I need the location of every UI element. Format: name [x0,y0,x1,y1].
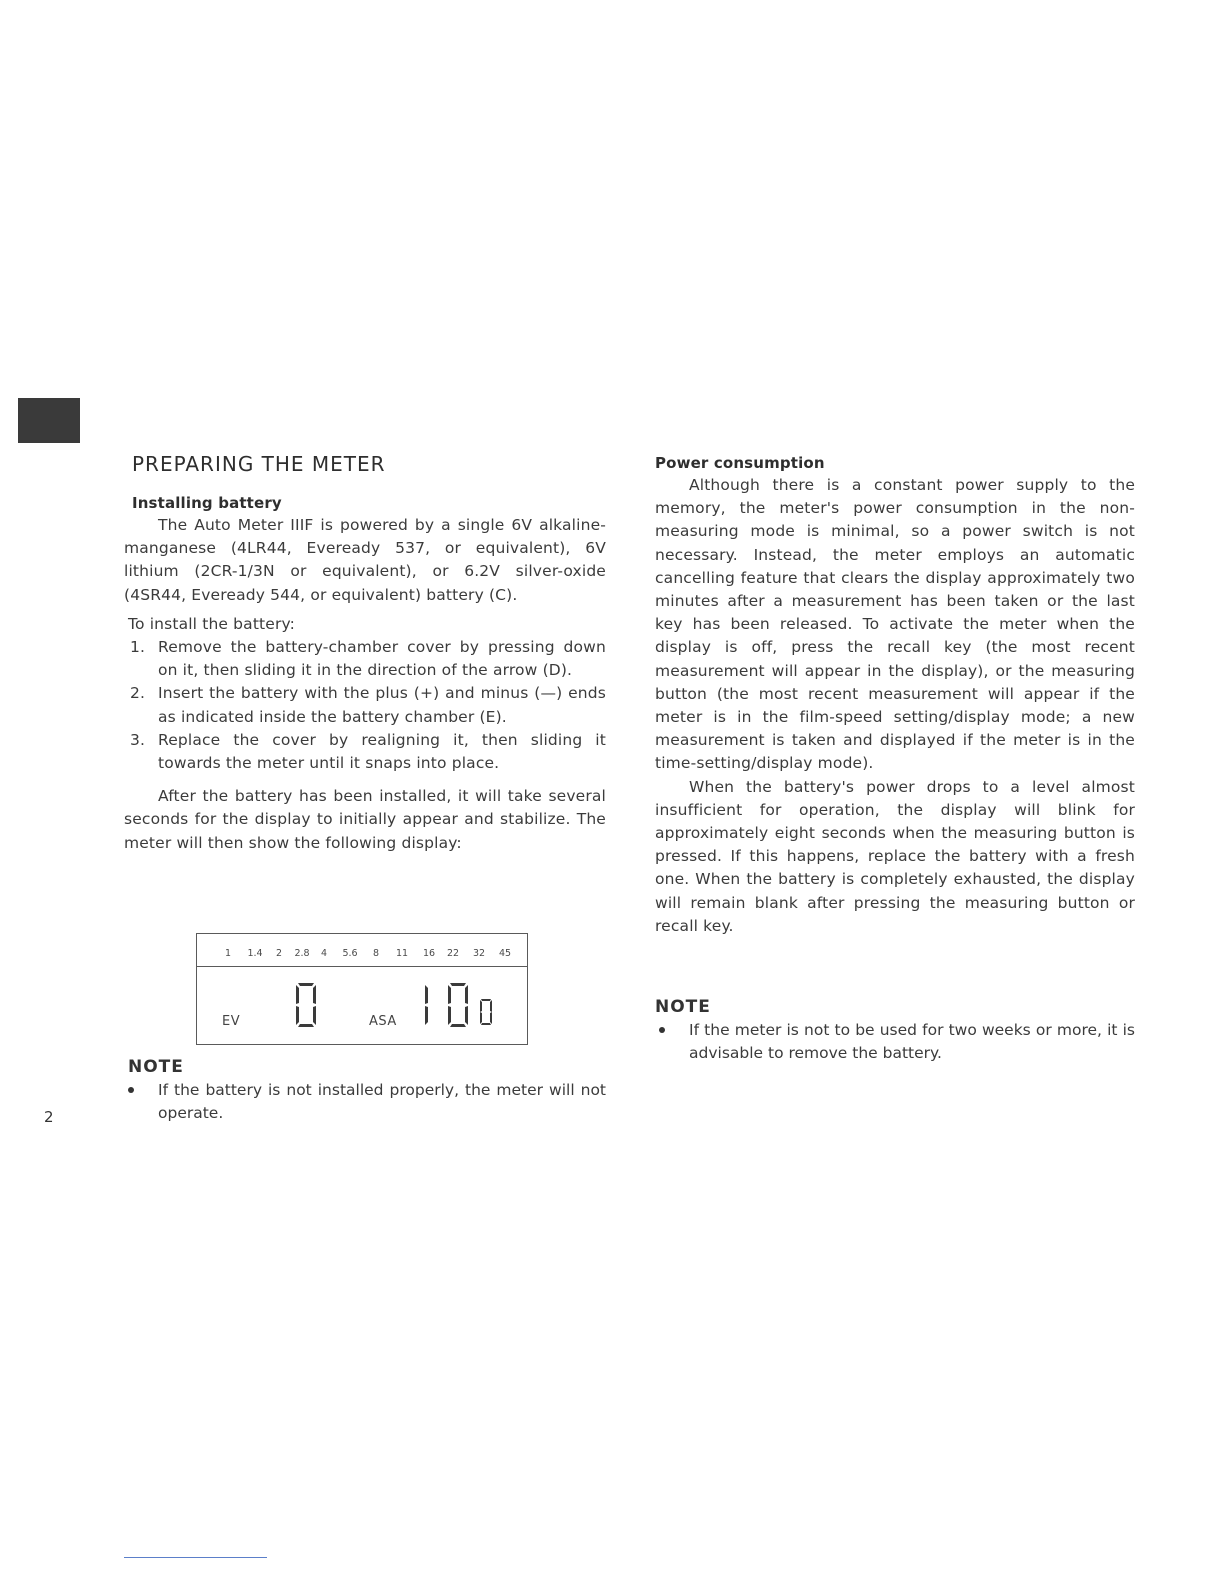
asa-value-digit-3 [479,998,493,1026]
scale-mark: 4 [320,948,328,959]
asa-value-digit-1 [421,982,429,1028]
right-note [655,995,1135,1065]
scale-mark: 1.4 [247,948,263,959]
asa-value-digit-2 [447,982,469,1028]
note-text: If the meter is not to be used for two weeks or more, it is advisable to remove the battery. [689,1021,1135,1063]
install-steps-list [124,636,606,775]
scale-mark: 22 [446,948,460,959]
ev-value-digit [295,982,317,1028]
scale-mark: 5.6 [342,948,358,959]
installing-battery-heading: Installing battery [132,494,282,512]
install-lead-text: To install the battery: [128,614,296,633]
bullet-icon [659,1027,665,1033]
step-number: 3. [130,730,146,749]
note-heading: NOTE [655,997,711,1017]
step-number: 2. [130,684,146,703]
scale-mark: 16 [422,948,436,959]
power-consumption-heading: Power consumption [655,454,825,472]
scale-mark: 1 [224,948,232,959]
note-item [655,1019,1135,1065]
after-install-paragraph: After the battery has been installed, it will take several seconds for the display to initially appear and stabilize. The meter will then show the following display: [124,787,606,852]
right-column [655,452,1135,938]
left-column [124,450,606,855]
battery-intro-paragraph: The Auto Meter IIIF is powered by a single 6V alkaline-manganese (4LR44, Eveready 537, or equivalent), 6V lithium (2CR-1/3N or equivalent), or 6.2V silver-oxide (4SR44, Eveready 544, or equivalent) battery (C). [124,516,606,604]
step-text: Replace the cover by realigning it, then sliding it towards the meter until it snaps into place. [158,730,606,773]
footer-rule [124,1557,267,1558]
scale-mark: 45 [498,948,512,959]
scale-mark: 8 [372,948,380,959]
scale-mark: 2 [275,948,283,959]
power-paragraph-2: When the battery's power drops to a level almost insufficient for operation, the display will blink for approximately eight seconds when the measuring button is pressed. If this happens, replace the battery with a fresh one. When the battery is completely exhausted, the display will remain blank after pressing the measuring button or recall key. [655,777,1135,935]
note-heading: NOTE [128,1057,184,1077]
aperture-scale [197,934,527,967]
step-text: Remove the battery-chamber cover by pressing down on it, then sliding it in the direction of the arrow (D). [158,638,606,680]
step-text: Insert the battery with the plus (+) and minus (—) ends as indicated inside the battery chamber (E). [158,684,606,726]
scale-mark: 2.8 [294,948,310,959]
step-number: 1. [130,638,146,657]
install-step [124,729,606,775]
scale-mark: 11 [395,948,409,959]
note-text: If the battery is not installed properly, the meter will not operate. [158,1081,606,1123]
install-step [124,682,606,728]
bullet-icon [128,1087,134,1093]
section-tab-marker [18,398,80,443]
asa-label: ASA [369,1014,397,1029]
scale-mark: 32 [472,948,486,959]
power-paragraph-1: Although there is a constant power supply to the memory, the meter's power consumption in the non-measuring mode is minimal, so a power switch is not necessary. Instead, the meter employs an automatic cancelling feature that clears the display approximately two minutes after a measurement has been taken or the last key has been released. To activate the meter when the display is off, press the recall key (the most recent measurement will appear in the display), or the measuring button (the most recent measurement will appear if the meter is in the film-speed setting/display mode; a new measurement is taken and displayed if the meter is in the time-setting/display mode). [655,476,1135,773]
page-title: PREPARING THE METER [132,452,386,476]
install-step [124,636,606,682]
ev-label: EV [222,1014,241,1029]
note-item [124,1079,606,1125]
left-note [124,1055,606,1125]
lcd-display-illustration [196,933,528,1045]
page-number: 2 [44,1108,54,1126]
